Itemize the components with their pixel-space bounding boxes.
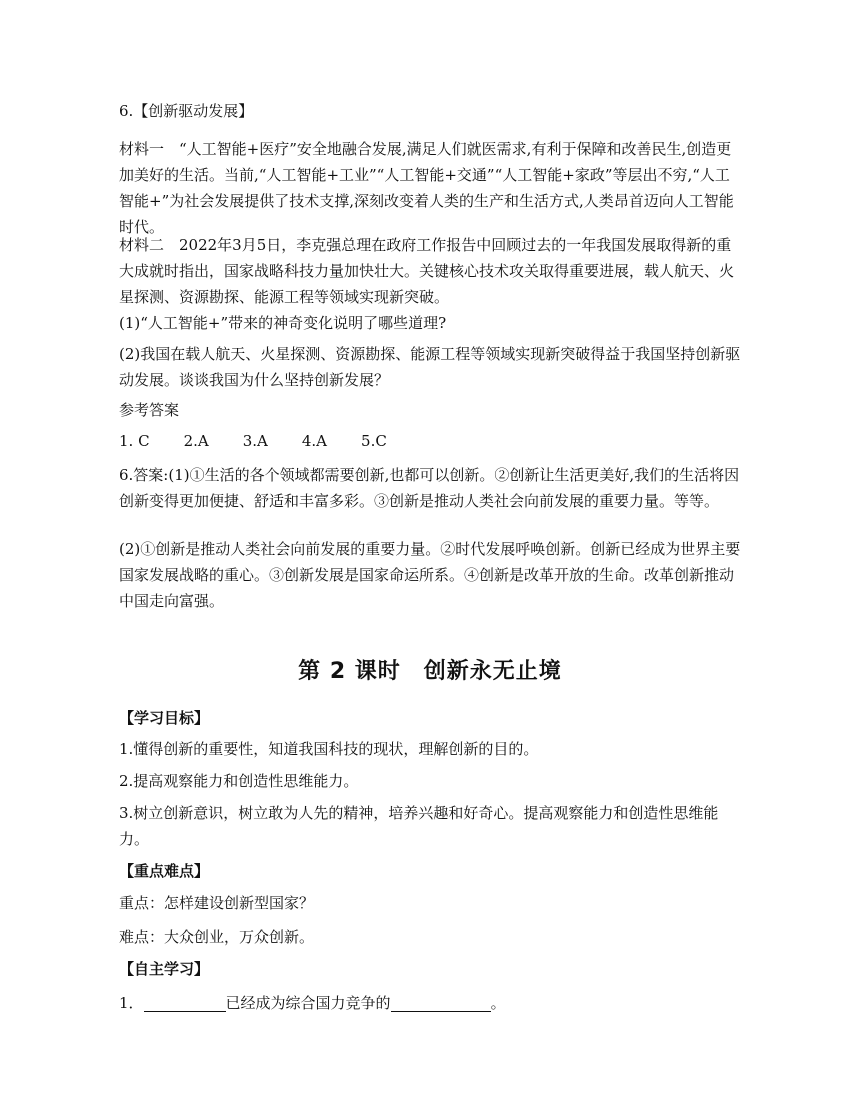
- answer-choice: 1. C: [119, 432, 150, 450]
- multiple-choice-answers: [119, 428, 741, 454]
- fill-in-blank-item: [119, 990, 741, 1016]
- question-6-part-1: (1)“人工智能+”带来的神奇变化说明了哪些道理?: [119, 314, 447, 332]
- key-point: 重点：怎样建设创新型国家？: [119, 894, 315, 912]
- material-two-paragraph: 材料二 2022年3月5日，李克强总理在政府工作报告中回顾过去的一年我国发展取得新的重大成就时指出，国家战略科技力量加快壮大。关键核心技术攻关取得重要进展，载人航天、火星探测、资源勘探、能源工程等领域实现新突破。: [119, 236, 735, 306]
- answer-blank[interactable]: [391, 993, 491, 1012]
- answer-6-part-1: 6.答案:(1)①生活的各个领域都需要创新,也都可以创新。②创新让生活更美好,我们的生活将因创新变得更加便捷、舒适和丰富多彩。③创新是推动人类社会向前发展的重要力量。等等。: [119, 466, 740, 510]
- question-6-part-2: (2)我国在载人航天、火星探测、资源勘探、能源工程等领域实现新突破得益于我国坚持创新驱动发展。谈谈我国为什么坚持创新发展？: [119, 345, 741, 389]
- answer-choice: 5.C: [361, 432, 387, 450]
- key-difficult-points-heading: 【重点难点】: [119, 862, 210, 880]
- answer-6-part-2: (2)①创新是推动人类社会向前发展的重要力量。②时代发展呼唤创新。创新已经成为世界主要国家发展战略的重心。③创新发展是国家命运所系。④创新是改革开放的生命。改革创新推动中国走向富强。: [119, 540, 741, 610]
- reference-answer-heading: 参考答案: [119, 401, 180, 419]
- learning-goal-item: 2.提高观察能力和创造性思维能力。: [119, 772, 359, 790]
- learning-goal-item: 1.懂得创新的重要性，知道我国科技的现状，理解创新的目的。: [119, 740, 539, 758]
- item-text: 已经成为综合国力竞争的: [225, 994, 391, 1012]
- answer-choice: 2.A: [183, 432, 209, 450]
- learning-goal-item: 3.树立创新意识，树立敢为人先的精神，培养兴趣和好奇心。提高观察能力和创造性思维能力。: [119, 804, 719, 848]
- learning-goals-heading: 【学习目标】: [119, 709, 210, 727]
- material-one-paragraph: 材料一 “人工智能+医疗”安全地融合发展,满足人们就医需求,有利于保障和改善民生,创造更加美好的生活。当前,“人工智能+工业”“人工智能+交通”“人工智能+家政”等层出不穷,“人工智能+”为社会发展提供了技术支撑,深刻改变着人类的生产和生活方式,人类昂首迈向人工智能时代。: [119, 140, 734, 236]
- question-6-heading: 6.【创新驱动发展】: [119, 102, 254, 120]
- self-study-heading: 【自主学习】: [119, 960, 210, 978]
- answer-choice: 3.A: [242, 432, 268, 450]
- answer-blank[interactable]: [144, 993, 226, 1012]
- item-end: 。: [490, 994, 506, 1012]
- lesson-title: 第 2 课时 创新永无止境: [298, 659, 562, 684]
- difficult-point: 难点：大众创业，万众创新。: [119, 928, 315, 946]
- item-number: 1．: [119, 994, 144, 1012]
- answer-choice: 4.A: [301, 432, 328, 450]
